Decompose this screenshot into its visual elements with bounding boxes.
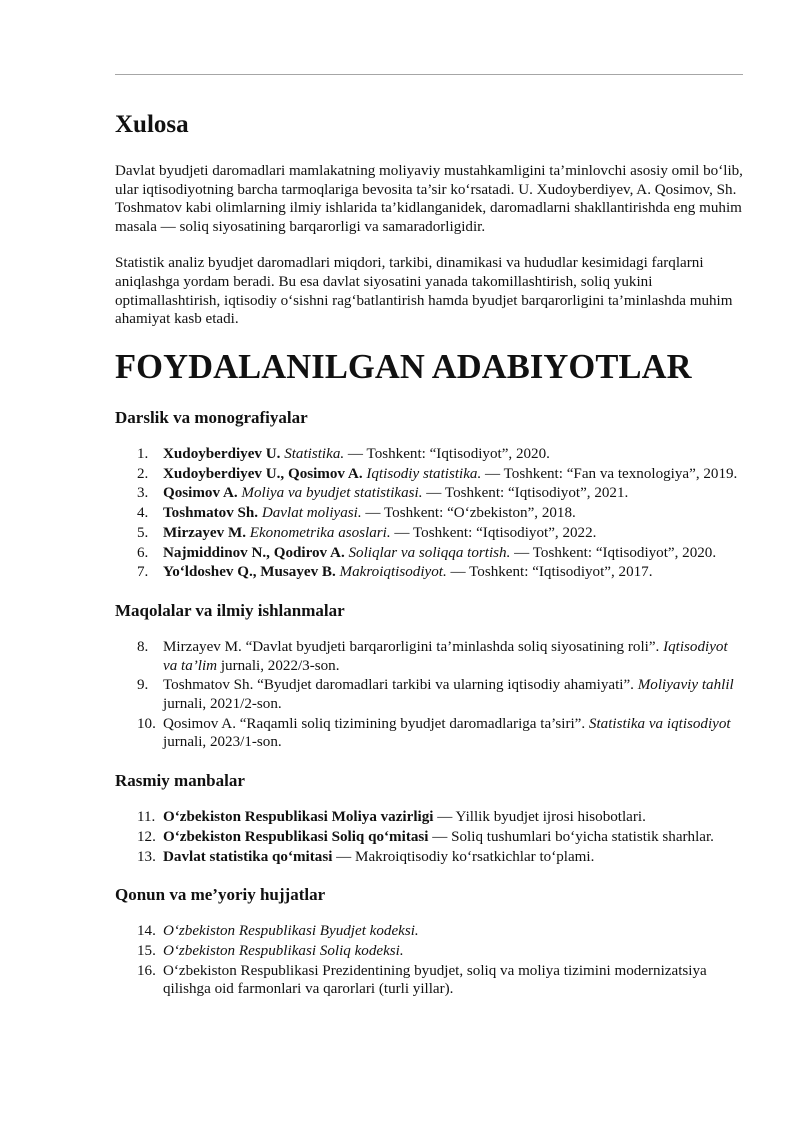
official-sources-list	[115, 808, 745, 866]
ref-journal: Statistika va iqtisodiyot	[588, 715, 731, 732]
articles-heading: Maqolalar va ilmiy ishlanmalar	[115, 601, 345, 621]
official-sources-heading: Rasmiy manbalar	[115, 770, 245, 790]
ref-description: — Yillik byudjet ijrosi hisobotlari.	[433, 808, 646, 825]
item-number: 9.	[137, 677, 149, 694]
conclusion-paragraph-2: Statistik analiz byudjet daromadlari miqdori, tarkibi, dinamikasi va hududlar kesimidagi farqlarni aniqlashga yordam beradi. Bu esa davlat siyosatini yanada takomillashtirish, soliq yukini optimallashtirish, iqtisodiy o‘sishni rag‘batlantirish hamda byudjet barqarorligini ta’minlashda muhim ahamiyat kasb etadi.	[115, 255, 733, 328]
laws-heading: Qonun va me’yoriy hujjatlar	[115, 885, 326, 905]
item-number: 2.	[137, 465, 149, 482]
item-number: 1.	[137, 445, 149, 462]
textbooks-list	[115, 445, 745, 582]
ref-text: Qosimov A. “Raqamli soliq tizimining byudjet daromadlariga ta’siri”.	[163, 715, 589, 732]
ref-journal: Moliyaviy tahlil	[637, 677, 734, 694]
ref-publisher: — Toshkent: “Iqtisodiyot”, 2017.	[446, 564, 653, 581]
item-number: 4.	[137, 505, 149, 522]
ref-title: O‘zbekiston Respublikasi Soliq kodeksi.	[163, 942, 404, 959]
ref-text: Toshmatov Sh. “Byudjet daromadlari tarkibi va ularning iqtisodiy ahamiyati”.	[163, 677, 638, 694]
references-heading: FOYDALANILGAN ADABIYOTLAR	[115, 347, 692, 386]
page-content	[115, 110, 745, 1017]
item-number: 7.	[137, 564, 149, 581]
ref-title: Statistika.	[284, 445, 345, 462]
ref-title: Davlat moliyasi.	[261, 505, 362, 522]
list-item	[115, 563, 745, 582]
ref-publisher: — Toshkent: “O‘zbekiston”, 2018.	[361, 505, 576, 522]
ref-description: — Soliq tushumlari bo‘yicha statistik sharhlar.	[428, 828, 714, 845]
ref-description: — Makroiqtisodiy ko‘rsatkichlar to‘plami.	[332, 848, 595, 865]
ref-publisher: — Toshkent: “Iqtisodiyot”, 2020.	[510, 544, 717, 561]
ref-publisher: — Toshkent: “Iqtisodiyot”, 2022.	[390, 524, 597, 541]
ref-organization: O‘zbekiston Respublikasi Soliq qo‘mitasi	[163, 828, 429, 845]
list-item	[115, 848, 745, 867]
item-number: 3.	[137, 485, 149, 502]
item-number: 12.	[137, 828, 156, 845]
list-item	[115, 715, 745, 752]
list-item	[115, 445, 745, 464]
ref-issue: jurnali, 2022/3-son.	[217, 657, 340, 674]
list-item	[115, 962, 745, 999]
ref-title: Ekonometrika asoslari.	[249, 524, 391, 541]
conclusion-heading: Xulosa	[115, 111, 189, 138]
list-item	[115, 922, 745, 941]
item-number: 8.	[137, 639, 149, 656]
ref-authors: Toshmatov Sh.	[163, 505, 259, 522]
item-number: 15.	[137, 942, 156, 959]
ref-journal: Iqtisodiyot va ta’lim	[163, 639, 728, 674]
ref-authors: Xudoyberdiyev U.	[163, 445, 281, 462]
ref-title: Makroiqtisodiyot.	[339, 564, 447, 581]
ref-authors: Qosimov A.	[163, 485, 238, 502]
laws-list	[115, 922, 745, 999]
list-item	[115, 484, 745, 503]
list-item	[115, 808, 745, 827]
conclusion-paragraph-1: Davlat byudjeti daromadlari mamlakatning moliyaviy mustahkamligini ta’minlovchi asosiy omil bo‘lib, ular iqtisodiyotning barcha tarmoqlariga bevosita ta’sir ko‘rsatadi. U. Xudoyberdiyev, A. Qosimov, Sh. Toshmatov kabi olimlarning ilmiy ishlarida ta’kidlanganidek, daromadlarni shakllantirishda eng muhim masala — soliq siyosatining barqarorligi va samaradorligidir.	[115, 163, 743, 235]
list-item	[115, 638, 745, 675]
ref-title: O‘zbekiston Respublikasi Byudjet kodeksi.	[163, 923, 419, 940]
ref-authors: Xudoyberdiyev U., Qosimov A.	[163, 465, 363, 482]
item-number: 5.	[137, 524, 149, 541]
articles-list	[115, 638, 745, 752]
item-number: 14.	[137, 923, 156, 940]
ref-publisher: — Toshkent: “Fan va texnologiya”, 2019.	[481, 465, 738, 482]
ref-publisher: — Toshkent: “Iqtisodiyot”, 2021.	[422, 485, 629, 502]
list-item	[115, 676, 745, 713]
ref-organization: Davlat statistika qo‘mitasi	[163, 848, 333, 865]
list-item	[115, 544, 745, 563]
ref-title: Iqtisodiy statistika.	[366, 465, 482, 482]
item-number: 11.	[137, 808, 156, 825]
ref-title: Moliya va byudjet statistikasi.	[241, 485, 423, 502]
ref-issue: jurnali, 2021/2-son.	[163, 696, 282, 712]
ref-authors: Najmiddinov N., Qodirov A.	[163, 544, 345, 561]
ref-issue: jurnali, 2023/1-son.	[163, 734, 282, 751]
list-item	[115, 828, 745, 847]
ref-text: Mirzayev M. “Davlat byudjeti barqarorligini ta’minlashda soliq siyosatining roli”.	[163, 639, 664, 656]
ref-publisher: — Toshkent: “Iqtisodiyot”, 2020.	[344, 445, 550, 462]
list-item	[115, 942, 745, 961]
list-item	[115, 465, 745, 484]
top-divider	[115, 74, 743, 75]
list-item	[115, 504, 745, 523]
item-number: 10.	[137, 715, 156, 732]
ref-text: O‘zbekiston Respublikasi Prezidentining byudjet, soliq va moliya tizimini modernizatsiya qilishga oid farmonlari va qarorlari (turli yillar).	[163, 962, 707, 998]
ref-organization: O‘zbekiston Respublikasi Moliya vazirligi	[163, 808, 434, 825]
ref-authors: Yo‘ldoshev Q., Musayev B.	[163, 564, 336, 581]
item-number: 13.	[137, 848, 156, 865]
list-item	[115, 524, 745, 543]
ref-authors: Mirzayev M.	[163, 524, 246, 541]
item-number: 16.	[137, 962, 156, 979]
textbooks-heading: Darslik va monografiyalar	[115, 407, 308, 427]
item-number: 6.	[137, 544, 149, 561]
ref-title: Soliqlar va soliqqa tortish.	[348, 544, 511, 561]
